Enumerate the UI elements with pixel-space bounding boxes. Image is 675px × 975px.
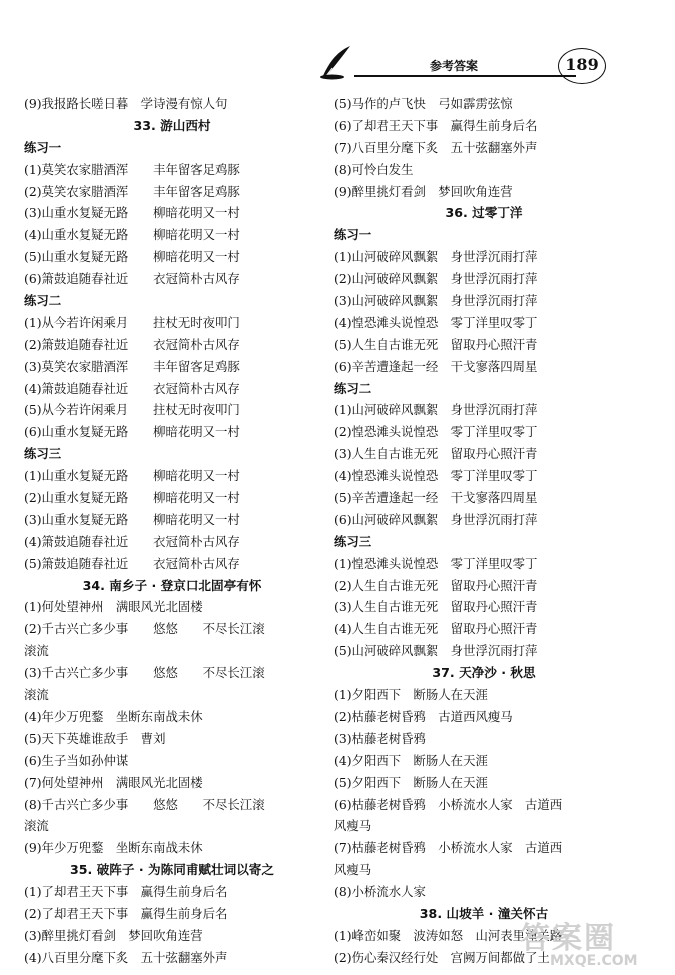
exercise-label: 练习二 xyxy=(334,380,372,396)
answer-line: (4)夕阳西下 断肠人在天涯 xyxy=(334,752,488,768)
answer-line: (5)夕阳西下 断肠人在天涯 xyxy=(334,774,488,790)
answer-line: (2)伤心秦汉经行处 宫阙万间都做了土 xyxy=(334,949,550,965)
answer-line: (5)箫鼓追随春社近 衣冠简朴古风存 xyxy=(24,555,240,571)
answer-line: (4)年少万兜鍪 坐断东南战未休 xyxy=(24,708,203,724)
section-heading: 38. 山坡羊 · 潼关怀古 xyxy=(419,905,549,921)
answer-line: (3)醉里挑灯看剑 梦回吹角连营 xyxy=(24,927,203,943)
page-number xyxy=(558,48,606,84)
answer-line: (3)莫笑农家腊酒浑 丰年留客足鸡豚 xyxy=(24,358,240,374)
answer-line: (3)山河破碎风飘絮 身世浮沉雨打萍 xyxy=(334,293,538,309)
answer-line: (6)山河破碎风飘絮 身世浮沉雨打萍 xyxy=(334,511,538,527)
answer-line: (2)山重水复疑无路 柳暗花明又一村 xyxy=(24,490,240,506)
section-heading: 37. 天净沙 · 秋思 xyxy=(432,665,536,681)
answer-line: (2)山河破碎风飘絮 身世浮沉雨打萍 xyxy=(334,271,538,287)
answer-line: (2)人生自古谁无死 留取丹心照汗青 xyxy=(334,577,538,593)
answer-line: (5)从今若许闲乘月 拄杖无时夜叩门 xyxy=(24,402,240,418)
answer-line: (5)山河破碎风飘絮 身世浮沉雨打萍 xyxy=(334,643,538,659)
answer-line: (3)千古兴亡多少事 悠悠 不尽长江滚 xyxy=(24,665,265,681)
watermark-brand: 答案圈 xyxy=(520,921,616,956)
answer-line: (1)山河破碎风飘絮 身世浮沉雨打萍 xyxy=(334,402,538,418)
answer-line: (2)了却君王天下事 赢得生前身后名 xyxy=(24,905,228,921)
exercise-label: 练习一 xyxy=(24,139,62,155)
exercise-label: 练习二 xyxy=(24,293,62,309)
answer-line: (3)山重水复疑无路 柳暗花明又一村 xyxy=(24,511,240,527)
answer-line: (5)人生自古谁无死 留取丹心照汗青 xyxy=(334,336,538,352)
answer-line: (9)我报路长嗟日暮 学诗漫有惊人句 xyxy=(24,96,228,111)
answer-line: (6)了却君王天下事 赢得生前身后名 xyxy=(334,117,538,133)
answer-line: (3)人生自古谁无死 留取丹心照汗青 xyxy=(334,599,538,615)
section-heading: 34. 南乡子 · 登京口北固亭有怀 xyxy=(82,577,262,593)
answer-line: (8)千古兴亡多少事 悠悠 不尽长江滚 xyxy=(24,796,265,812)
answer-line: (2)千古兴亡多少事 悠悠 不尽长江滚 xyxy=(24,621,265,637)
answer-line: (1)惶恐滩头说惶恐 零丁洋里叹零丁 xyxy=(334,555,538,571)
section-heading: 35. 破阵子 · 为陈同甫赋壮词以寄之 xyxy=(70,862,274,878)
answer-line: (1)了却君王天下事 赢得生前身后名 xyxy=(24,884,228,900)
exercise-label: 练习三 xyxy=(334,533,372,549)
answer-line: (1)何处望神州 满眼风光北固楼 xyxy=(24,599,203,615)
quill-pen-icon xyxy=(318,44,358,80)
answer-line: (1)夕阳西下 断肠人在天涯 xyxy=(334,687,488,703)
answer-line: (4)惶恐滩头说惶恐 零丁洋里叹零丁 xyxy=(334,314,538,330)
watermark xyxy=(520,905,670,973)
page-number-text: 189 xyxy=(565,55,599,74)
answer-line: (5)天下英雄谁敌手 曹刘 xyxy=(24,730,166,746)
answer-line: (9)年少万兜鍪 坐断东南战未休 xyxy=(24,840,203,856)
left-column xyxy=(24,93,320,969)
answer-line: (8)可怜白发生 xyxy=(334,161,414,177)
answer-line: (2)惶恐滩头说惶恐 零丁洋里叹零丁 xyxy=(334,424,538,440)
answer-line: 风瘦马 xyxy=(334,862,372,878)
header-rule xyxy=(354,75,576,77)
exercise-label: 练习三 xyxy=(24,446,62,462)
answer-line: (1)山重水复疑无路 柳暗花明又一村 xyxy=(24,468,240,484)
answer-line: (4)八百里分麾下炙 五十弦翻塞外声 xyxy=(24,949,228,965)
answer-line: (6)枯藤老树昏鸦 小桥流水人家 古道西 xyxy=(334,796,563,812)
answer-line: (9)醉里挑灯看剑 梦回吹角连营 xyxy=(334,183,513,199)
answer-line: (6)生子当如孙仲谋 xyxy=(24,752,129,768)
answer-line: (6)箫鼓追随春社近 衣冠简朴古风存 xyxy=(24,271,240,287)
answer-line: (4)人生自古谁无死 留取丹心照汗青 xyxy=(334,621,538,637)
right-column xyxy=(334,93,634,969)
answer-line: 滚流 xyxy=(24,643,49,659)
answer-line: (5)山重水复疑无路 柳暗花明又一村 xyxy=(24,249,240,265)
answer-line: (1)从今若许闲乘月 拄杖无时夜叩门 xyxy=(24,314,240,330)
answer-line: (1)峰峦如聚 波涛如怒 山河表里潼关路 xyxy=(334,927,563,943)
header-title: 参考答案 xyxy=(430,59,479,73)
answer-line: (5)辛苦遭逢起一经 干戈寥落四周星 xyxy=(334,490,538,506)
answer-line: (7)八百里分麾下炙 五十弦翻塞外声 xyxy=(334,139,538,155)
answer-line: 滚流 xyxy=(24,818,49,834)
answer-line: 滚流 xyxy=(24,687,49,703)
answer-line: (1)山河破碎风飘絮 身世浮沉雨打萍 xyxy=(334,249,538,265)
answer-line: (6)山重水复疑无路 柳暗花明又一村 xyxy=(24,424,240,440)
section-heading: 33. 游山西村 xyxy=(133,117,211,133)
answer-line: (3)山重水复疑无路 柳暗花明又一村 xyxy=(24,205,240,221)
answer-line: (2)枯藤老树昏鸦 古道西风瘦马 xyxy=(334,708,513,724)
answer-line: (3)枯藤老树昏鸦 xyxy=(334,730,426,746)
answer-line: (7)枯藤老树昏鸦 小桥流水人家 古道西 xyxy=(334,840,563,856)
answer-line: (4)箫鼓追随春社近 衣冠简朴古风存 xyxy=(24,380,240,396)
answer-line: (2)箫鼓追随春社近 衣冠简朴古风存 xyxy=(24,336,240,352)
answer-line: (4)山重水复疑无路 柳暗花明又一村 xyxy=(24,227,240,243)
watermark-url: MXQE.COM xyxy=(550,953,638,969)
section-heading: 36. 过零丁洋 xyxy=(445,205,523,221)
exercise-label: 练习一 xyxy=(334,227,372,243)
answer-line: (8)小桥流水人家 xyxy=(334,884,426,900)
answer-line: (5)马作的卢飞快 弓如霹雳弦惊 xyxy=(334,96,513,111)
answer-line: (6)辛苦遭逢起一经 干戈寥落四周星 xyxy=(334,358,538,374)
answer-line: 风瘦马 xyxy=(334,818,372,834)
answer-line: (1)莫笑农家腊酒浑 丰年留客足鸡豚 xyxy=(24,161,240,177)
answer-line: (7)何处望神州 满眼风光北固楼 xyxy=(24,774,203,790)
answer-line: (2)莫笑农家腊酒浑 丰年留客足鸡豚 xyxy=(24,183,240,199)
answer-line: (3)人生自古谁无死 留取丹心照汗青 xyxy=(334,446,538,462)
answer-line: (4)箫鼓追随春社近 衣冠简朴古风存 xyxy=(24,533,240,549)
answer-line: (4)惶恐滩头说惶恐 零丁洋里叹零丁 xyxy=(334,468,538,484)
